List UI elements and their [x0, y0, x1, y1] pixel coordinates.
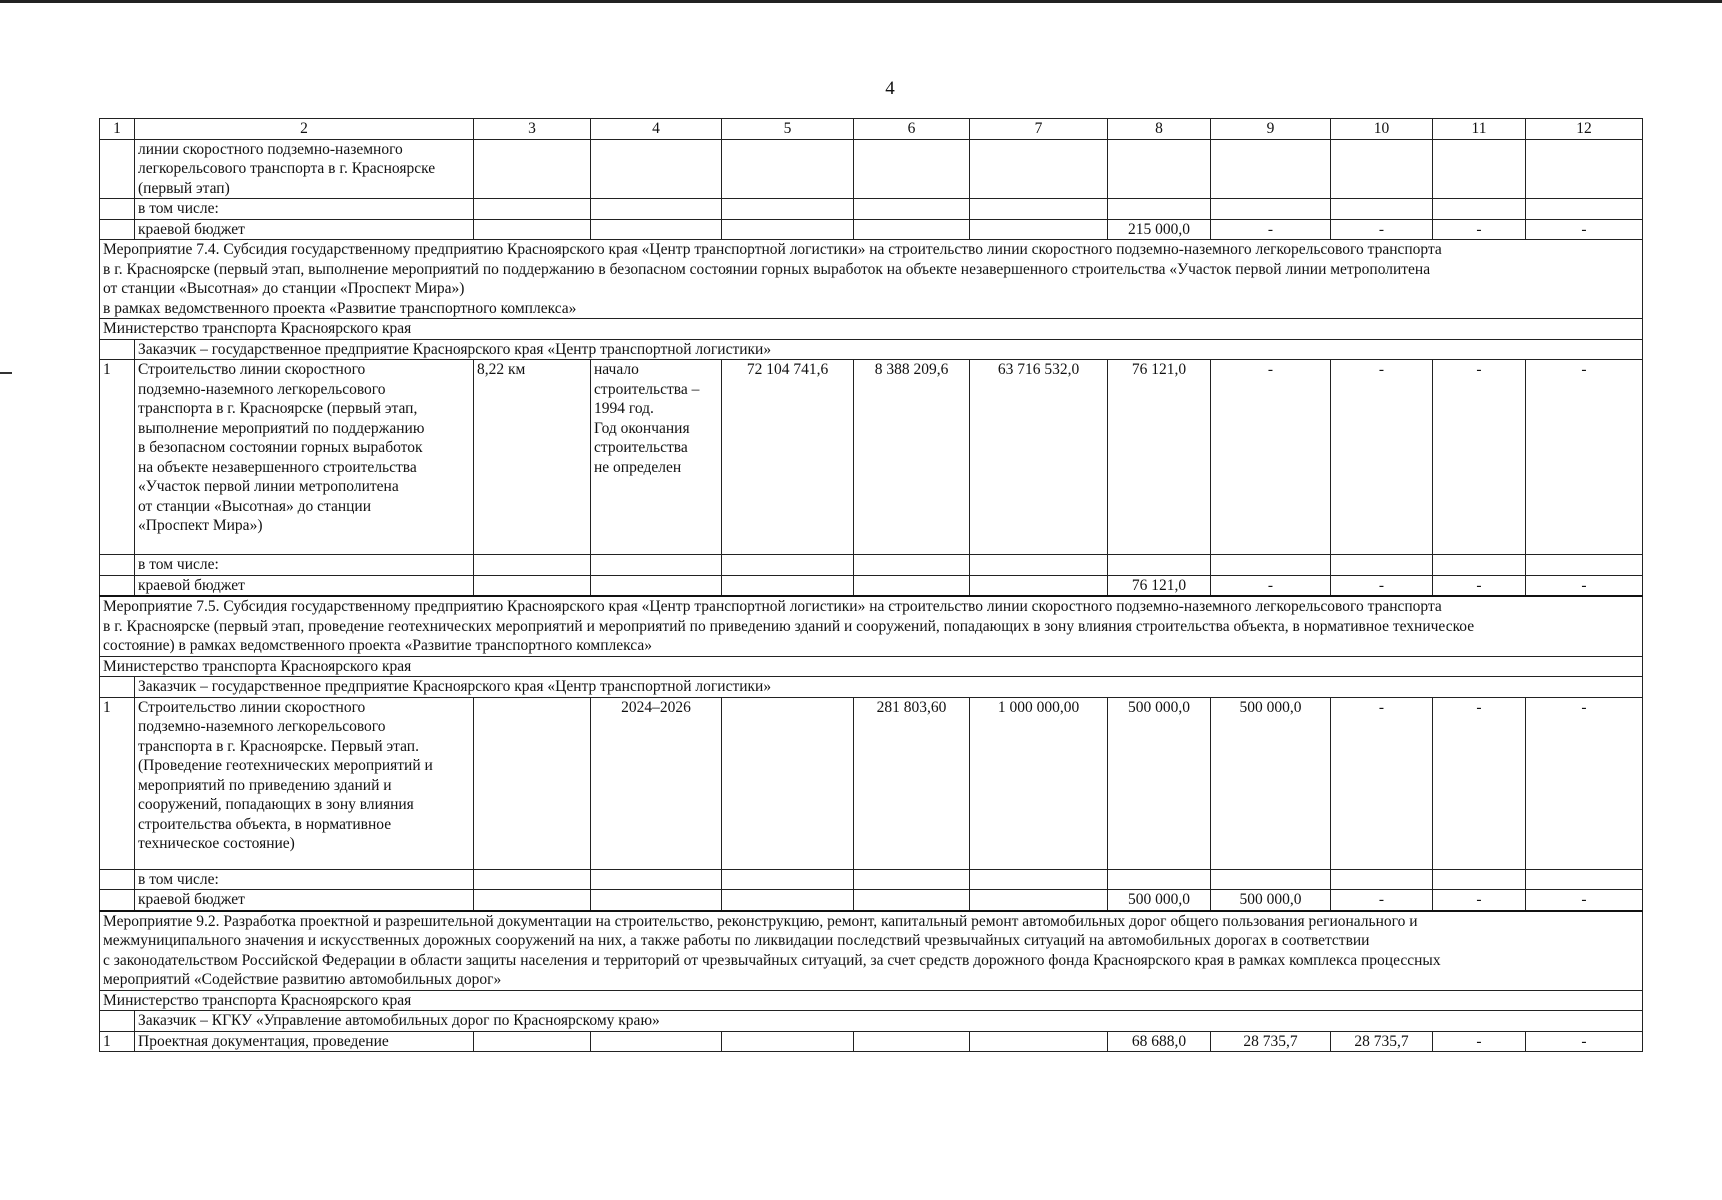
budget-cell-12: -	[1526, 219, 1643, 240]
table-row	[100, 697, 1643, 869]
table-row	[100, 1031, 1643, 1052]
activity-title-7-5: Мероприятие 7.5. Субсидия государственному предприятию Красноярского края «Центр транспортной логистики» на строительство линии скоростного подземно-наземного легкорельсового транспорта в г. Красноярске (первый этап, проведение геотехнических мероприятий и мероприятий по приведению зданий и сооружений, попадающих в зону влияния строительства объекта, в нормативное техническое состояние) в рамках ведомственного проекта «Развитие транспортного комплекса»	[100, 596, 1643, 656]
col-header-4: 4	[591, 119, 722, 140]
construction-period-cell: начало строительства – 1994 год. Год окончания строительства не определен	[591, 360, 722, 555]
ministry-label: Министерство транспорта Красноярского края	[100, 319, 1643, 340]
row-number: 1	[100, 360, 135, 555]
col-header-2: 2	[135, 119, 474, 140]
budget-cell-8: 215 000,0	[1108, 219, 1211, 240]
cell-6: 281 803,60	[854, 697, 970, 869]
cell-6: 8 388 209,6	[854, 360, 970, 555]
cell-9: -	[1211, 360, 1331, 555]
table-row	[100, 890, 1643, 911]
cell-8: 500 000,0	[1108, 697, 1211, 869]
cell-8: 76 121,0	[1108, 360, 1211, 555]
cell-5: 72 104 741,6	[722, 360, 854, 555]
table-row	[100, 990, 1643, 1011]
budget-cell-10: -	[1331, 890, 1433, 911]
table-row	[100, 596, 1643, 656]
column-number-row	[100, 119, 1643, 140]
table-row	[100, 360, 1643, 555]
including-label: в том числе:	[135, 869, 474, 890]
cell-10: -	[1331, 360, 1433, 555]
construction-period-cell: 2024–2026	[591, 697, 722, 869]
table-row	[100, 219, 1643, 240]
col-header-5: 5	[722, 119, 854, 140]
col-header-11: 11	[1433, 119, 1526, 140]
table-row	[100, 199, 1643, 220]
object-name: Проектная документация, проведение	[135, 1031, 474, 1052]
col-header-10: 10	[1331, 119, 1433, 140]
col-header-3: 3	[474, 119, 591, 140]
col-header-1: 1	[100, 119, 135, 140]
regional-budget-label: краевой бюджет	[135, 575, 474, 596]
regional-budget-label: краевой бюджет	[135, 890, 474, 911]
program-activities-table	[99, 118, 1643, 1052]
table-row	[100, 240, 1643, 319]
table-row	[100, 911, 1643, 991]
cell-10: -	[1331, 697, 1433, 869]
object-name: Строительство линии скоростного подземно-наземного легкорельсового транспорта в г. Красноярске (первый этап, выполнение мероприятий по поддержанию в безопасном состоянии горных выработок на объекте незавершенного строительства «Участок первой линии метрополитена от станции «Высотная» до станции «Проспект Мира»)	[135, 360, 474, 555]
table-row	[100, 139, 1643, 199]
table-row	[100, 1011, 1643, 1032]
margin-mark	[0, 372, 12, 374]
row-number: 1	[100, 1031, 135, 1052]
budget-cell-8: 500 000,0	[1108, 890, 1211, 911]
table-row	[100, 869, 1643, 890]
customer-label: Заказчик – КГКУ «Управление автомобильных дорог по Красноярскому краю»	[135, 1011, 1643, 1032]
budget-cell-12: -	[1526, 890, 1643, 911]
cell-11: -	[1433, 697, 1526, 869]
capacity-cell: 8,22 км	[474, 360, 591, 555]
table-row	[100, 656, 1643, 677]
customer-label: Заказчик – государственное предприятие Красноярского края «Центр транспортной логистики»	[135, 677, 1643, 698]
table-row	[100, 677, 1643, 698]
cell-9: 28 735,7	[1211, 1031, 1331, 1052]
top-border-line	[0, 0, 1722, 3]
budget-cell-12: -	[1526, 575, 1643, 596]
cell-10: 28 735,7	[1331, 1031, 1433, 1052]
customer-label: Заказчик – государственное предприятие Красноярского края «Центр транспортной логистики»	[135, 339, 1643, 360]
page-number: 4	[885, 78, 895, 99]
cell-8: 68 688,0	[1108, 1031, 1211, 1052]
cell-11: -	[1433, 1031, 1526, 1052]
budget-cell-8: 76 121,0	[1108, 575, 1211, 596]
budget-cell-11: -	[1433, 575, 1526, 596]
activity-title-9-2: Мероприятие 9.2. Разработка проектной и разрешительной документации на строительство, реконструкцию, ремонт, капитальный ремонт автомобильных дорог общего пользования регионального и межмуниципального значения и искусственных дорожных сооружений на них, а также работы по ликвидации последствий чрезвычайных ситуаций на автомобильных дорогах в соответствии с законодательством Российской Федерации в области защиты населения и территорий от чрезвычайных ситуаций, за счет средств дорожного фонда Красноярского края в рамках комплекса процессных мероприятий «Содействие развитию автомобильных дорог»	[100, 911, 1643, 991]
regional-budget-label: краевой бюджет	[135, 219, 474, 240]
cell-11: -	[1433, 360, 1526, 555]
budget-cell-9: 500 000,0	[1211, 890, 1331, 911]
cell-7: 1 000 000,00	[970, 697, 1108, 869]
budget-cell-11: -	[1433, 219, 1526, 240]
including-label: в том числе:	[135, 199, 474, 220]
including-label: в том числе:	[135, 555, 474, 576]
col-header-12: 12	[1526, 119, 1643, 140]
col-header-8: 8	[1108, 119, 1211, 140]
table-row	[100, 555, 1643, 576]
table-row	[100, 319, 1643, 340]
cell-12: -	[1526, 1031, 1643, 1052]
capacity-cell	[474, 697, 591, 869]
activity-title-7-4: Мероприятие 7.4. Субсидия государственному предприятию Красноярского края «Центр транспортной логистики» на строительство линии скоростного подземно-наземного легкорельсового транспорта в г. Красноярске (первый этап, выполнение мероприятий по поддержанию в безопасном состоянии горных выработок на объекте незавершенного строительства «Участок первой линии метрополитена от станции «Высотная» до станции «Проспект Мира») в рамках ведомственного проекта «Развитие транспортного комплекса»	[100, 240, 1643, 319]
ministry-label: Министерство транспорта Красноярского края	[100, 990, 1643, 1011]
budget-cell-11: -	[1433, 890, 1526, 911]
continued-object-name: линии скоростного подземно-наземного легкорельсового транспорта в г. Красноярске (первый этап)	[135, 139, 474, 199]
object-name: Строительство линии скоростного подземно-наземного легкорельсового транспорта в г. Красноярске. Первый этап. (Проведение геотехнических мероприятий и мероприятий по приведению зданий и сооружений, попадающих в зону влияния строительства объекта, в нормативное техническое состояние)	[135, 697, 474, 869]
col-header-6: 6	[854, 119, 970, 140]
table-row	[100, 339, 1643, 360]
table-row	[100, 575, 1643, 596]
budget-cell-9: -	[1211, 219, 1331, 240]
col-header-9: 9	[1211, 119, 1331, 140]
cell-5	[722, 697, 854, 869]
budget-cell-9: -	[1211, 575, 1331, 596]
cell-12: -	[1526, 360, 1643, 555]
budget-cell-10: -	[1331, 575, 1433, 596]
cell-7: 63 716 532,0	[970, 360, 1108, 555]
col-header-7: 7	[970, 119, 1108, 140]
budget-cell-10: -	[1331, 219, 1433, 240]
row-number: 1	[100, 697, 135, 869]
cell-9: 500 000,0	[1211, 697, 1331, 869]
cell-12: -	[1526, 697, 1643, 869]
ministry-label: Министерство транспорта Красноярского края	[100, 656, 1643, 677]
